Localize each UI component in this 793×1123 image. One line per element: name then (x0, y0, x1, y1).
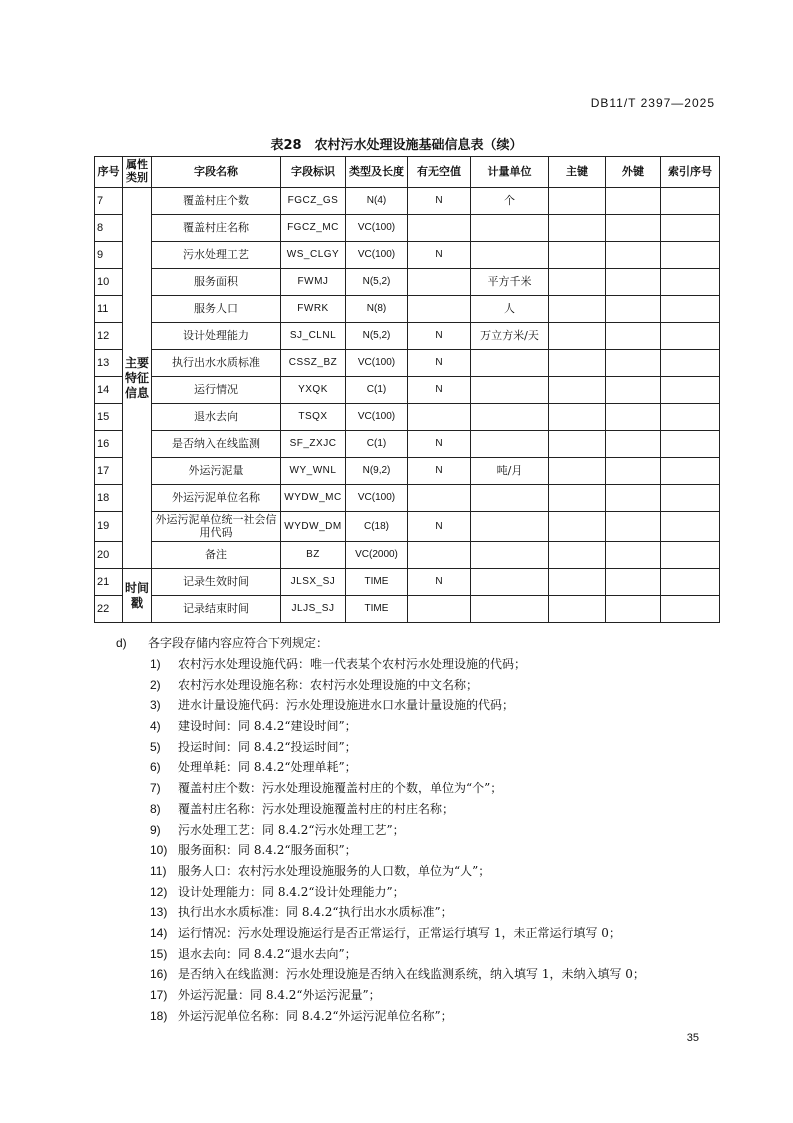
category-timestamp: 时间戳 (123, 569, 152, 623)
rule-number: 10) (150, 843, 168, 858)
row-index (661, 215, 720, 242)
table-row (95, 569, 720, 596)
row-nullable: N (408, 431, 471, 458)
row-seq: 21 (95, 569, 123, 596)
row-index (661, 569, 720, 596)
table-header-row (95, 157, 720, 188)
rule-number: 15) (150, 946, 168, 961)
rule-item (116, 882, 736, 903)
rule-item (116, 861, 736, 882)
row-nullable: N (408, 323, 471, 350)
row-foreign-key (606, 350, 661, 377)
row-index (661, 512, 720, 542)
row-seq: 8 (95, 215, 123, 242)
row-type-length: N(5,2) (346, 323, 408, 350)
row-nullable (408, 215, 471, 242)
rule-text: 处理单耗：同 8.4.2“处理单耗”； (178, 760, 357, 775)
row-field-name: 执行出水水质标准 (152, 350, 281, 377)
row-field-name: 服务人口 (152, 296, 281, 323)
row-primary-key (549, 350, 606, 377)
row-primary-key (549, 485, 606, 512)
rule-item (116, 964, 736, 985)
row-type-length: C(1) (346, 431, 408, 458)
row-foreign-key (606, 377, 661, 404)
row-field-name: 服务面积 (152, 269, 281, 296)
row-seq: 22 (95, 596, 123, 623)
rule-number: 16) (150, 967, 168, 982)
row-field-name: 覆盖村庄名称 (152, 215, 281, 242)
table-row (95, 215, 720, 242)
row-field-code: BZ (281, 542, 346, 569)
row-nullable (408, 296, 471, 323)
table-row (95, 269, 720, 296)
row-field-name: 退水去向 (152, 404, 281, 431)
row-nullable: N (408, 377, 471, 404)
rule-item (116, 757, 736, 778)
rule-item (116, 820, 736, 841)
row-field-code: JLJS_SJ (281, 596, 346, 623)
rule-item (116, 695, 736, 716)
row-foreign-key (606, 323, 661, 350)
rule-item (116, 944, 736, 965)
rule-number: 2) (150, 677, 161, 692)
row-type-length: VC(100) (346, 485, 408, 512)
row-foreign-key (606, 404, 661, 431)
row-primary-key (549, 242, 606, 269)
rule-item (116, 799, 736, 820)
rule-text: 服务人口：农村污水处理设施服务的人口数，单位为“人”； (178, 863, 491, 878)
row-type-length: N(9,2) (346, 458, 408, 485)
row-foreign-key (606, 296, 661, 323)
row-unit (471, 242, 549, 269)
row-primary-key (549, 512, 606, 542)
rule-text: 退水去向：同 8.4.2“退水去向”； (178, 946, 357, 961)
table-row (95, 542, 720, 569)
row-nullable: N (408, 350, 471, 377)
rule-text: 投运时间：同 8.4.2“投运时间”； (178, 739, 357, 754)
rule-number: 9) (150, 822, 161, 837)
row-seq: 12 (95, 323, 123, 350)
rule-text: 外运污泥单位名称：同 8.4.2“外运污泥单位名称”； (178, 1008, 453, 1023)
row-primary-key (549, 569, 606, 596)
row-index (661, 269, 720, 296)
rule-text: 农村污水处理设施代码：唯一代表某个农村污水处理设施的代码； (178, 657, 527, 671)
row-index (661, 542, 720, 569)
row-unit (471, 542, 549, 569)
row-foreign-key (606, 512, 661, 542)
rule-number: 18) (150, 1008, 168, 1023)
category-main-features: 主要特征信息 (123, 188, 152, 569)
row-primary-key (549, 269, 606, 296)
row-unit (471, 485, 549, 512)
row-index (661, 404, 720, 431)
row-index (661, 323, 720, 350)
rule-text: 进水计量设施代码：污水处理设施进水口水量计量设施的代码； (178, 698, 515, 713)
row-unit (471, 215, 549, 242)
row-unit (471, 569, 549, 596)
row-seq: 18 (95, 485, 123, 512)
row-foreign-key (606, 596, 661, 623)
col-header-type-length: 类型及长度 (346, 157, 408, 188)
rule-text: 运行情况：污水处理设施运行是否正常运行，正常运行填写 1，未正常运行填写 0； (178, 925, 621, 940)
row-type-length: VC(100) (346, 404, 408, 431)
row-field-code: JLSX_SJ (281, 569, 346, 596)
rule-number: 17) (150, 988, 168, 1002)
rule-text: 外运污泥量：同 8.4.2“外运污泥量”； (178, 988, 381, 1002)
row-primary-key (549, 458, 606, 485)
storage-rules (116, 633, 736, 1026)
rule-item (116, 840, 736, 861)
rules-intro (116, 633, 736, 654)
rule-text: 服务面积：同 8.4.2“服务面积”； (178, 843, 357, 858)
table-row (95, 188, 720, 215)
row-nullable: N (408, 188, 471, 215)
col-header-primary-key: 主键 (549, 157, 606, 188)
rule-number: 5) (150, 739, 161, 754)
rule-text: 覆盖村庄名称：污水处理设施覆盖村庄的村庄名称； (178, 801, 455, 816)
col-header-field-code: 字段标识 (281, 157, 346, 188)
row-unit: 人 (471, 296, 549, 323)
rule-number: 12) (150, 884, 168, 899)
col-header-field-name: 字段名称 (152, 157, 281, 188)
row-unit (471, 404, 549, 431)
row-nullable: N (408, 512, 471, 542)
row-type-length: C(18) (346, 512, 408, 542)
rules-intro-text: 各字段存储内容应符合下列规定： (148, 636, 329, 650)
rules-marker: d) (116, 636, 127, 650)
rule-text: 设计处理能力：同 8.4.2“设计处理能力”； (178, 884, 405, 899)
row-foreign-key (606, 215, 661, 242)
row-unit (471, 377, 549, 404)
row-unit: 个 (471, 188, 549, 215)
row-primary-key (549, 296, 606, 323)
rule-number: 1) (150, 657, 161, 671)
table-row (95, 323, 720, 350)
row-seq: 16 (95, 431, 123, 458)
row-type-length: VC(100) (346, 215, 408, 242)
row-seq: 17 (95, 458, 123, 485)
table-row (95, 404, 720, 431)
row-primary-key (549, 215, 606, 242)
row-field-name: 记录生效时间 (152, 569, 281, 596)
rule-item (116, 675, 736, 696)
rule-number: 13) (150, 905, 168, 920)
row-index (661, 350, 720, 377)
row-type-length: C(1) (346, 377, 408, 404)
row-primary-key (549, 377, 606, 404)
page-number: 35 (686, 1032, 699, 1044)
col-header-nullable: 有无空值 (408, 157, 471, 188)
row-primary-key (549, 431, 606, 458)
row-field-code: WS_CLGY (281, 242, 346, 269)
row-field-code: WYDW_DM (281, 512, 346, 542)
row-type-length: VC(100) (346, 350, 408, 377)
row-foreign-key (606, 569, 661, 596)
table-row (95, 350, 720, 377)
row-field-name: 记录结束时间 (152, 596, 281, 623)
rule-text: 农村污水处理设施名称：农村污水处理设施的中文名称； (178, 677, 479, 692)
table-caption: 表28 农村污水处理设施基础信息表（续） (270, 138, 523, 153)
row-unit: 吨/月 (471, 458, 549, 485)
row-field-name: 外运污泥单位统一社会信用代码 (152, 512, 281, 542)
row-field-code: SJ_CLNL (281, 323, 346, 350)
rule-item (116, 778, 736, 799)
row-foreign-key (606, 485, 661, 512)
row-type-length: VC(2000) (346, 542, 408, 569)
col-header-category: 属性类别 (123, 157, 152, 188)
table-row (95, 296, 720, 323)
row-seq: 15 (95, 404, 123, 431)
table-body (95, 188, 720, 623)
row-nullable (408, 542, 471, 569)
row-type-length: N(5,2) (346, 269, 408, 296)
row-field-code: FWRK (281, 296, 346, 323)
row-field-name: 备注 (152, 542, 281, 569)
rule-item (116, 1006, 736, 1027)
row-field-code: FWMJ (281, 269, 346, 296)
row-primary-key (549, 542, 606, 569)
row-primary-key (549, 188, 606, 215)
row-field-code: FGCZ_GS (281, 188, 346, 215)
row-index (661, 242, 720, 269)
table-row (95, 485, 720, 512)
row-field-name: 外运污泥单位名称 (152, 485, 281, 512)
rule-item (116, 716, 736, 737)
row-index (661, 596, 720, 623)
row-seq: 19 (95, 512, 123, 542)
table-row (95, 512, 720, 542)
row-index (661, 485, 720, 512)
col-header-unit: 计量单位 (471, 157, 549, 188)
row-seq: 14 (95, 377, 123, 404)
row-foreign-key (606, 188, 661, 215)
rule-item (116, 985, 736, 1006)
row-nullable (408, 596, 471, 623)
row-field-code: SF_ZXJC (281, 431, 346, 458)
row-field-code: WY_WNL (281, 458, 346, 485)
row-field-code: FGCZ_MC (281, 215, 346, 242)
row-type-length: N(4) (346, 188, 408, 215)
row-index (661, 377, 720, 404)
row-index (661, 188, 720, 215)
row-field-code: WYDW_MC (281, 485, 346, 512)
row-primary-key (549, 323, 606, 350)
row-index (661, 431, 720, 458)
rule-number: 8) (150, 801, 161, 816)
rule-item (116, 737, 736, 758)
row-field-code: CSSZ_BZ (281, 350, 346, 377)
row-primary-key (549, 596, 606, 623)
row-type-length: TIME (346, 596, 408, 623)
row-unit: 万立方米/天 (471, 323, 549, 350)
row-field-code: TSQX (281, 404, 346, 431)
row-nullable: N (408, 458, 471, 485)
row-primary-key (549, 404, 606, 431)
rule-number: 7) (150, 781, 161, 796)
rule-number: 11) (150, 863, 167, 878)
row-unit (471, 350, 549, 377)
row-field-name: 外运污泥量 (152, 458, 281, 485)
rule-item (116, 923, 736, 944)
rule-number: 3) (150, 698, 161, 713)
table-row (95, 431, 720, 458)
row-foreign-key (606, 431, 661, 458)
row-foreign-key (606, 542, 661, 569)
row-field-name: 设计处理能力 (152, 323, 281, 350)
col-header-index: 索引序号 (661, 157, 720, 188)
row-seq: 11 (95, 296, 123, 323)
row-seq: 13 (95, 350, 123, 377)
row-nullable (408, 485, 471, 512)
rule-text: 污水处理工艺：同 8.4.2“污水处理工艺”； (178, 822, 405, 837)
row-seq: 20 (95, 542, 123, 569)
rule-number: 4) (150, 719, 161, 734)
row-seq: 9 (95, 242, 123, 269)
row-foreign-key (606, 242, 661, 269)
table-row (95, 242, 720, 269)
rule-text: 是否纳入在线监测：污水处理设施是否纳入在线监测系统，纳入填写 1，未纳入填写 0； (178, 967, 645, 982)
row-type-length: N(8) (346, 296, 408, 323)
row-type-length: VC(100) (346, 242, 408, 269)
row-field-code: YXQK (281, 377, 346, 404)
rule-text: 覆盖村庄个数：污水处理设施覆盖村庄的个数，单位为“个”； (178, 781, 503, 796)
row-seq: 10 (95, 269, 123, 296)
col-header-seq: 序号 (95, 157, 123, 188)
row-index (661, 458, 720, 485)
rule-number: 6) (150, 760, 161, 775)
row-unit (471, 512, 549, 542)
rule-text: 执行出水水质标准：同 8.4.2“执行出水水质标准”； (178, 905, 453, 920)
row-nullable: N (408, 242, 471, 269)
row-field-name: 污水处理工艺 (152, 242, 281, 269)
row-field-name: 是否纳入在线监测 (152, 431, 281, 458)
rule-text: 建设时间：同 8.4.2“建设时间”； (178, 719, 357, 734)
rule-number: 14) (150, 925, 168, 940)
rule-item (116, 654, 736, 675)
row-unit: 平方千米 (471, 269, 549, 296)
row-foreign-key (606, 269, 661, 296)
standard-code: DB11/T 2397—2025 (590, 96, 715, 110)
table-row (95, 377, 720, 404)
row-type-length: TIME (346, 569, 408, 596)
table-row (95, 596, 720, 623)
row-seq: 7 (95, 188, 123, 215)
row-nullable: N (408, 569, 471, 596)
col-header-foreign-key: 外键 (606, 157, 661, 188)
row-index (661, 296, 720, 323)
row-unit (471, 431, 549, 458)
facility-info-table (94, 156, 720, 623)
rule-item (116, 902, 736, 923)
row-nullable (408, 269, 471, 296)
row-foreign-key (606, 458, 661, 485)
rules-list (116, 654, 736, 1026)
table-row (95, 458, 720, 485)
row-field-name: 覆盖村庄个数 (152, 188, 281, 215)
row-nullable (408, 404, 471, 431)
row-field-name: 运行情况 (152, 377, 281, 404)
row-unit (471, 596, 549, 623)
